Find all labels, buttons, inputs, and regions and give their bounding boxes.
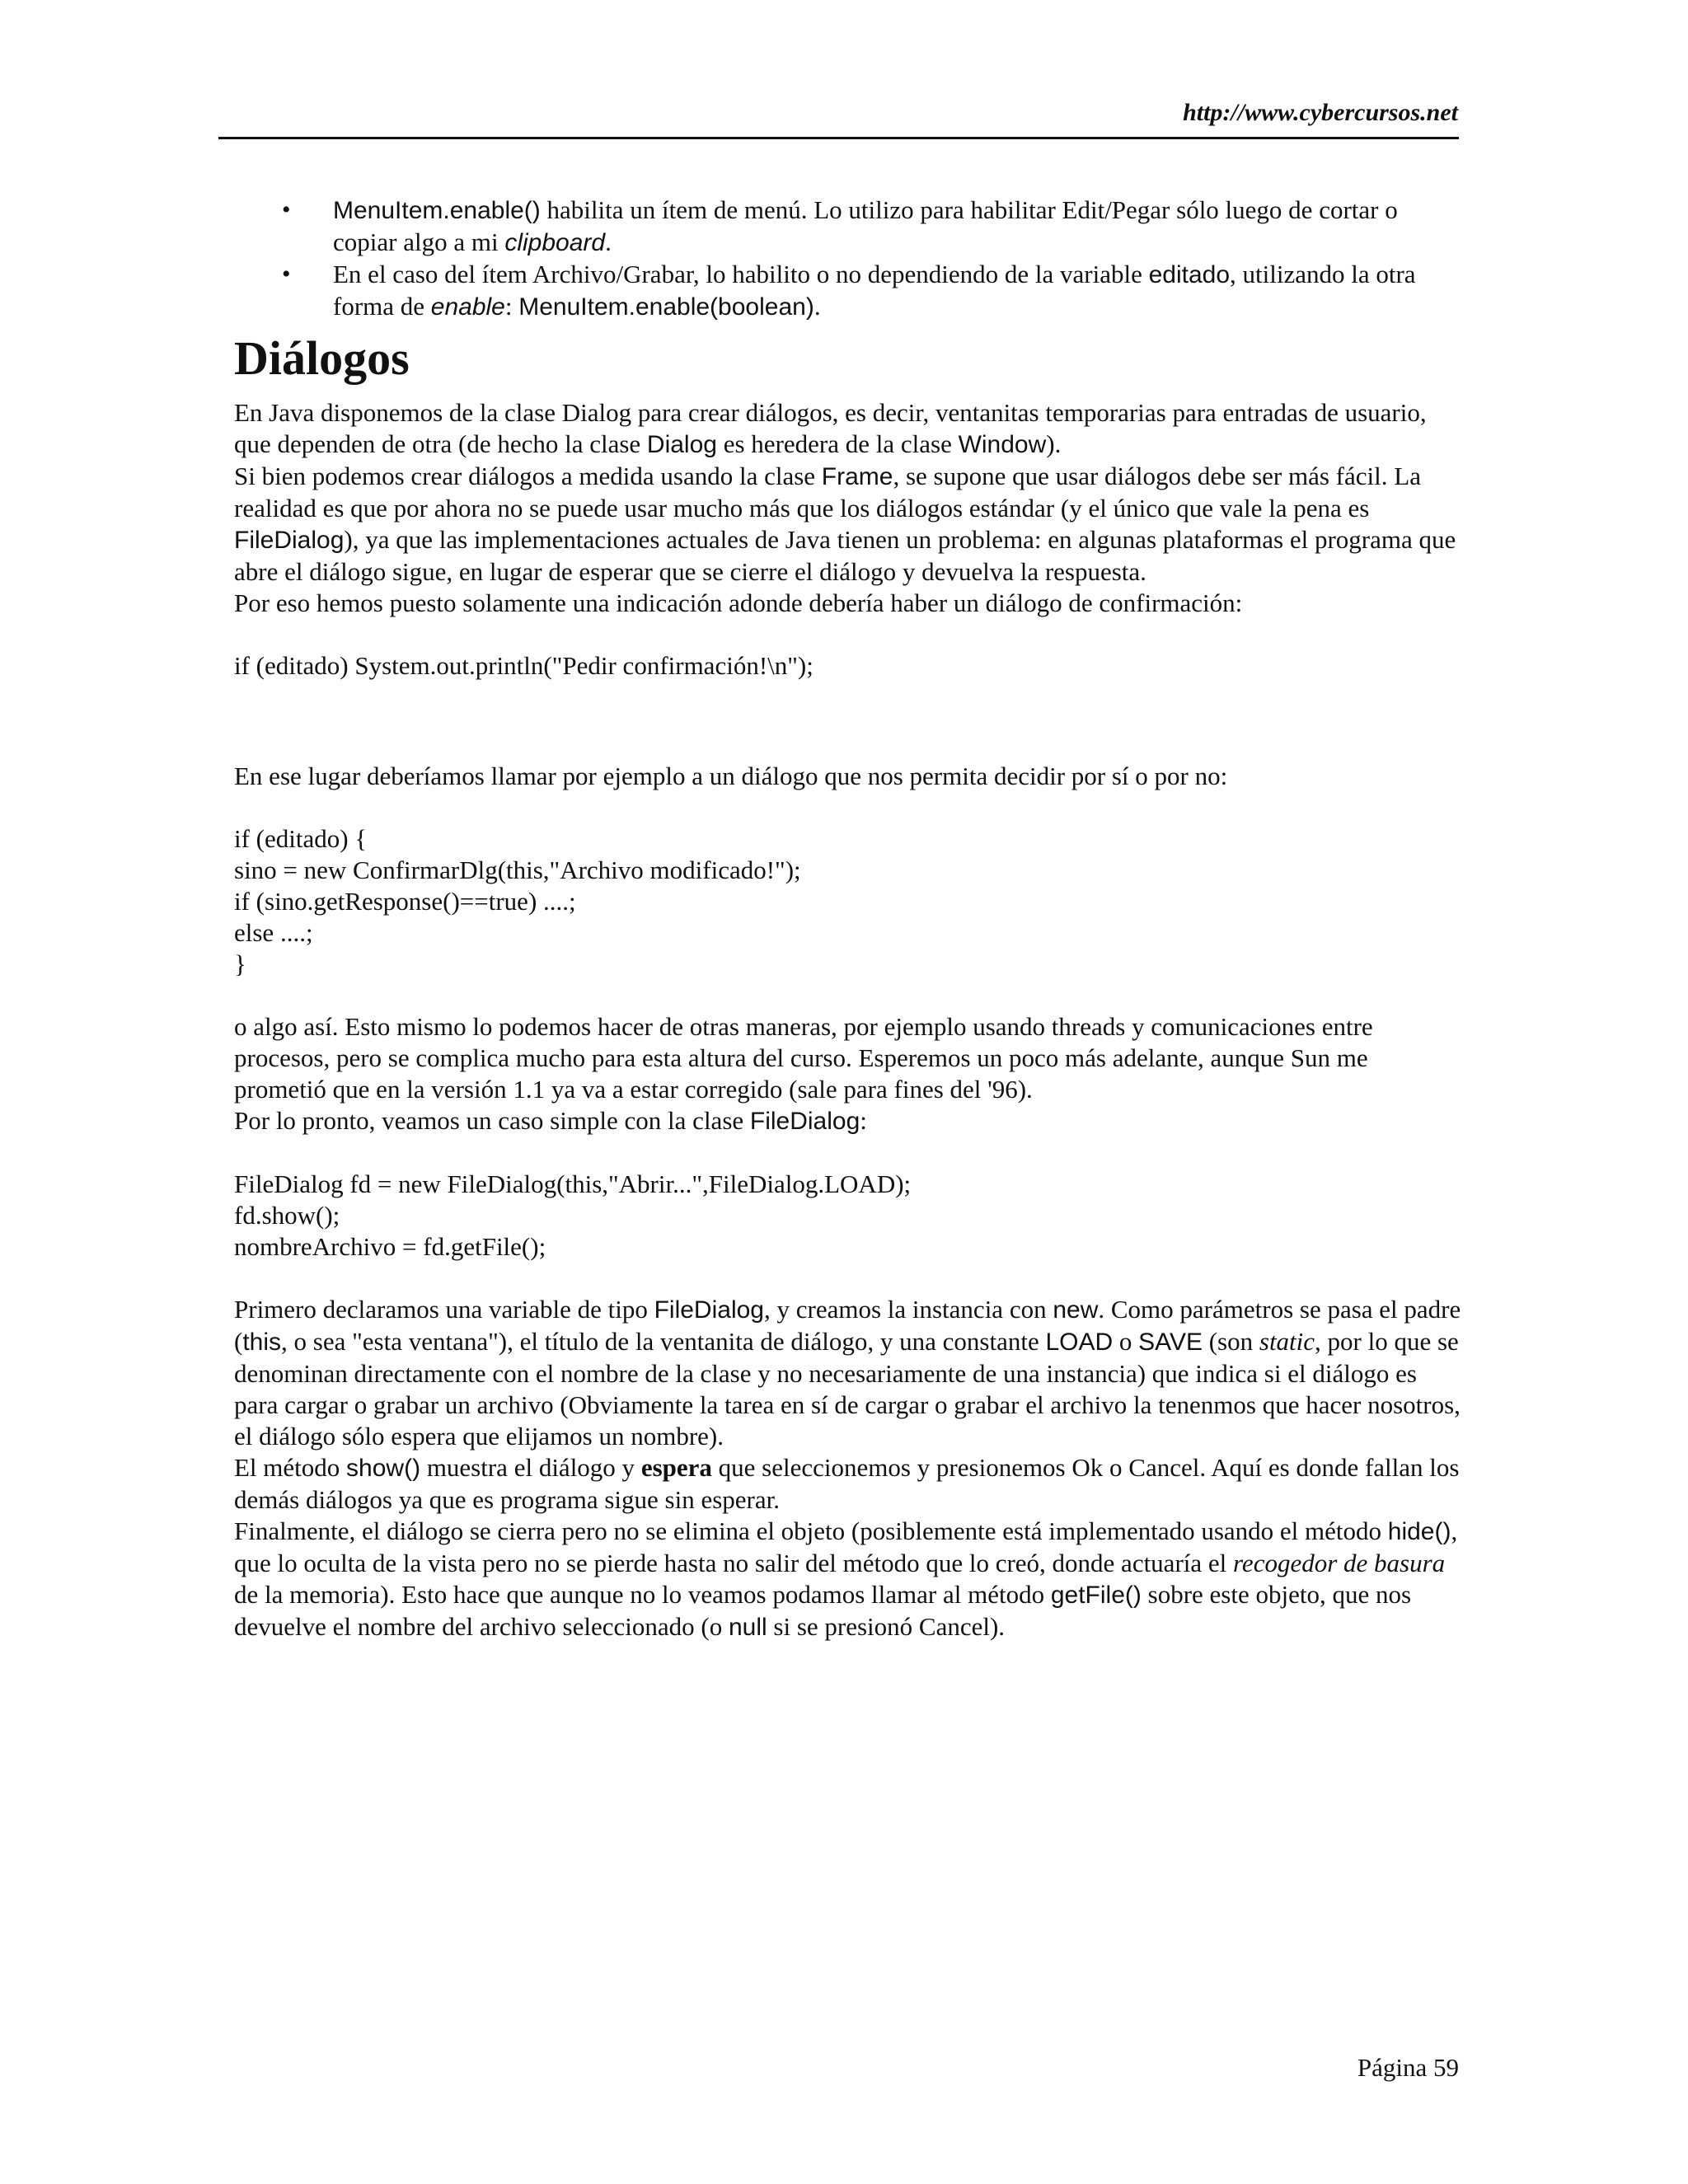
- text-run: habilita un ítem de menú. Lo utilizo para habilitar Edit/Pegar sólo luego de cortar o copiar algo a mi: [333, 195, 1398, 256]
- code-block: [234, 823, 1462, 980]
- text-run: Finalmente, el diálogo se cierra pero no se elimina el objeto (posiblemente está implementado usando el método: [234, 1516, 1388, 1545]
- text-run: enable: [430, 293, 505, 321]
- code-block: [234, 1169, 1462, 1263]
- section-title: Diálogos: [234, 331, 410, 385]
- code-line: FileDialog fd = new FileDialog(this,"Abrir...",FileDialog.LOAD);: [234, 1169, 912, 1198]
- text-run: (son: [1202, 1327, 1259, 1356]
- text-run: null: [728, 1614, 767, 1641]
- header-rule: [218, 137, 1459, 139]
- text-run: FileDialog: [749, 1108, 860, 1135]
- paragraph: En ese lugar deberíamos llamar por ejemplo a un diálogo que nos permita decidir por sí o por no:: [234, 762, 1228, 790]
- text-run: sobre este objeto, que nos devuelve el nombre del archivo seleccionado (o: [234, 1580, 1412, 1641]
- text-run: FileDialog: [234, 527, 345, 554]
- paragraph: [234, 1105, 1462, 1137]
- text-run: espera: [640, 1453, 712, 1482]
- text-run: static: [1259, 1327, 1315, 1356]
- code-line: }: [234, 949, 246, 978]
- text-run: En Java disponemos de la clase Dialog para crear diálogos, es decir, ventanitas temporarias para entradas de usuario, que dependen de otra (de hecho la clase: [234, 398, 1427, 458]
- text-run: ), ya que las implementaciones actuales de Java tienen un problema: en algunas plataformas el programa que abre el diálogo sigue, en lugar de esperar que se cierre el diálogo y devuelva la respuesta.: [234, 525, 1456, 586]
- code-line: else ....;: [234, 918, 313, 947]
- paragraph: [234, 397, 1462, 461]
- text-run: Si bien podemos crear diálogos a medida usando la clase: [234, 462, 822, 490]
- text-run: que seleccionemos y presionemos Ok o Cancel. Aquí es donde fallan los demás diálogos ya que es programa sigue sin esperar.: [234, 1453, 1460, 1514]
- page-number: Página 59: [1357, 2053, 1459, 2082]
- bullet-icon: •: [282, 196, 291, 223]
- text-run: El método: [234, 1453, 347, 1482]
- text-run: .: [814, 292, 821, 321]
- paragraph: [234, 1294, 1462, 1452]
- text-run: es heredera de la clase: [716, 429, 959, 458]
- code-line: if (sino.getResponse()==true) ....;: [234, 887, 576, 916]
- text-run: En el caso del ítem Archivo/Grabar, lo habilito o no dependiendo de la variable: [333, 260, 1149, 288]
- code-line: if (editado) {: [234, 824, 368, 853]
- text-run: getFile(): [1050, 1582, 1142, 1609]
- paragraph: [234, 461, 1462, 588]
- text-run: :: [504, 292, 519, 321]
- text-run: editado: [1148, 261, 1231, 288]
- page-content: [234, 194, 1462, 1643]
- text-run: recogedor de basura: [1233, 1549, 1446, 1577]
- text-run: Por lo pronto, veamos un caso simple con la clase: [234, 1106, 750, 1135]
- list-item: [234, 194, 1462, 259]
- paragraph: [234, 1516, 1462, 1643]
- text-run: , que lo oculta de la vista pero no se pierde hasta no salir del método que lo creó, donde actuaría el: [234, 1516, 1458, 1577]
- code-block: [234, 650, 1462, 682]
- text-run: de la memoria). Esto hace que aunque no lo veamos podamos llamar al método: [234, 1580, 1051, 1609]
- text-run: o: [1113, 1327, 1139, 1356]
- text-run: , y creamos la instancia con: [763, 1295, 1053, 1324]
- text-run: Frame: [821, 463, 893, 490]
- text-run: , o sea "esta ventana"), el título de la ventanita de diálogo, y una constante: [281, 1327, 1046, 1356]
- code-line: fd.show();: [234, 1201, 340, 1230]
- text-run: Window: [958, 431, 1047, 458]
- text-run: new: [1053, 1296, 1099, 1324]
- text-run: FileDialog: [654, 1296, 764, 1324]
- text-run: hide(): [1387, 1518, 1451, 1545]
- text-run: this: [242, 1329, 282, 1356]
- text-run: show(): [346, 1455, 421, 1482]
- text-run: :: [860, 1106, 867, 1135]
- paragraph: Por eso hemos puesto solamente una indicación adonde debería haber un diálogo de confirmación:: [234, 588, 1243, 617]
- paragraph: o algo así. Esto mismo lo podemos hacer de otras maneras, por ejemplo usando threads y comunicaciones entre procesos, pero se complica mucho para esta altura del curso. Esperemos un poco más adelante, aunque Sun me prometió que en la versión 1.1 ya va a estar corregido (sale para fines del '96).: [234, 1012, 1373, 1104]
- text-run: muestra el diálogo y: [420, 1453, 641, 1482]
- paragraph: [234, 1452, 1462, 1516]
- code-line: if (editado) System.out.println("Pedir confirmación!\n");: [234, 651, 814, 680]
- text-run: Dialog: [646, 431, 717, 458]
- text-run: .: [605, 227, 612, 256]
- text-run: ).: [1046, 429, 1062, 458]
- text-run: MenuItem.enable(): [333, 197, 541, 224]
- bullet-text: [333, 260, 1416, 321]
- text-run: LOAD: [1045, 1329, 1114, 1356]
- text-run: si se presionó Cancel).: [767, 1612, 1006, 1641]
- bullet-icon: •: [282, 260, 291, 288]
- code-line: nombreArchivo = fd.getFile();: [234, 1232, 546, 1261]
- text-run: , utilizando la otra forma de: [333, 260, 1416, 321]
- text-run: , por lo que se denominan directamente con el nombre de la clase y no necesariamente de una instancia) que indica si el diálogo es para cargar o grabar un archivo (Obviamente la tarea en sí de cargar o grabar el archivo la tenenmos que hacer nosotros, el diálogo sólo espera que elijamos un nombre).: [234, 1327, 1461, 1451]
- bullet-list: [234, 194, 1462, 323]
- code-line: sino = new ConfirmarDlg(this,"Archivo modificado!");: [234, 855, 801, 884]
- header-url: http://www.cybercursos.net: [1183, 99, 1458, 126]
- list-item: [234, 259, 1462, 323]
- text-run: clipboard: [504, 229, 606, 256]
- bullet-text: [333, 195, 1398, 256]
- text-run: Primero declaramos una variable de tipo: [234, 1295, 654, 1324]
- text-run: SAVE: [1138, 1329, 1203, 1356]
- text-run: MenuItem.enable(boolean): [518, 293, 814, 321]
- text-run: . Como parámetros se pasa el padre (: [234, 1295, 1461, 1356]
- text-run: , se supone que usar diálogos debe ser más fácil. La realidad es que por ahora no se puede usar mucho más que los diálogos estándar (y el único que vale la pena es: [234, 462, 1421, 523]
